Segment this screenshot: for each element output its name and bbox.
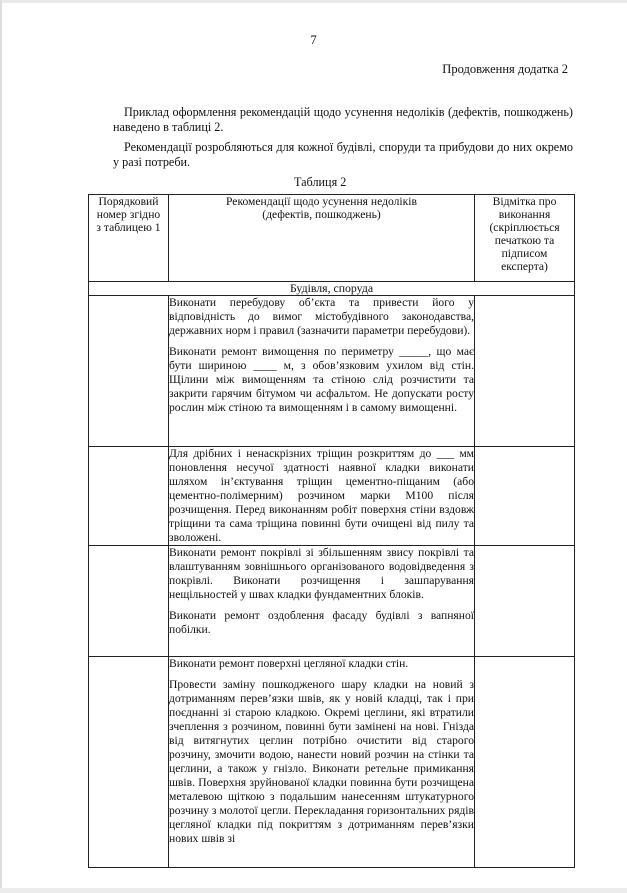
recommendation-paragraph: Виконати ремонт вимощення по периметру _____, що має бути шириною ____ м, з обов’язковим ухилом від стін. Щілини між вимощенням та стіною слід розчистити та закрити гарячим бітумом чи асфальтом. Не допускати росту рослин між стіною та вимощенням і в самому вимощенні. (169, 345, 474, 414)
recommendation-paragraph: Виконати ремонт покрівлі зі збільшенням звису покрівлі та влаштуванням зовнішнього організованого водовідведення з покрівлі. Виконати розчищення і зашпарування нещільностей у швах кладки фундаментних блоків. (169, 546, 474, 601)
recommendation-paragraph: Виконати перебудову об’єкта та привести його у відповідність до вимог містобудівного законодавства, державних норм і правил (зазначити параметри перебудови). (169, 296, 474, 337)
row-mark-cell (475, 546, 575, 657)
header-number (89, 195, 169, 282)
header-mark (475, 195, 575, 282)
recommendation-paragraph: Виконати ремонт поверхні цегляної кладки стін. (169, 657, 409, 670)
header-recommendations-text: Рекомендації щодо усунення недоліків (дефектів, пошкоджень) (226, 195, 417, 221)
page-number: 7 (310, 33, 317, 47)
continuation-label: Продовження додатка 2 (442, 62, 568, 76)
recommendation-paragraph: Провести заміну пошкодженого шару кладки на новий з дотриманням перев’язки швів, як у новій кладці, так і при поєднанні зі старою кладкою. Окремі цеглини, які втратили зчеплення з розчином, повинні бути замінені на нові. Гнізда від витягнутих цеглин потрібно очистити від старого розчину, змочити водою, нанести новий розчин на стінки та цеглини, а також у гнізло. Виконати ретельне примикання швів. Поверхня зруйнованої кладки повинна бути розчищена металевою щіткою з подальшим нанесенням штукатурного розчину з молотої цегли. Перекладання горизонтальних рядів цегляної кладки під покриттям з дотриманням перев’язки нових швів зі (169, 678, 474, 845)
table-section-row (89, 282, 575, 296)
header-number-text: Порядковий номер згідно з таблицею 1 (96, 195, 161, 234)
intro-paragraph-1: Приклад оформлення рекомендацій щодо усунення недоліків (дефектів, пошкоджень) наведено в таблиці 2. (113, 105, 573, 134)
header-mark-text: Відмітка про виконання (скріплюється печаткою та підписом експерта) (489, 195, 560, 273)
row-number-cell (89, 447, 169, 546)
section-title: Будівля, споруда (89, 282, 575, 296)
table-row (89, 546, 575, 657)
recommendations-table (88, 194, 575, 868)
row-mark-cell (475, 657, 575, 868)
row-recommendation-cell (169, 546, 475, 657)
row-number-cell (89, 546, 169, 657)
header-recommendations (169, 195, 475, 282)
table-caption: Таблиця 2 (294, 175, 347, 189)
recommendation-paragraph: Для дрібних і ненаскрізних тріщин розкриттям до ___ мм поновлення несучої здатності наявної кладки виконати шляхом ін’єктування тріщин цементно-піщаним (або цементно-полімерним) розчином марки М100 після розчищення. Перед виконанням робіт поверхня стіни вздовж тріщини та сама тріщина повинні бути очищені від пилу та зволожені. (169, 447, 474, 544)
row-number-cell (89, 296, 169, 447)
recommendation-paragraph: Виконати ремонт оздоблення фасаду будівлі з вапняної побілки. (169, 609, 474, 636)
table-row (89, 657, 575, 868)
intro-paragraph-2: Рекомендації розробляються для кожної будівлі, споруди та прибудови до них окремо у разі потреби. (113, 140, 573, 169)
scan-edge-left (0, 0, 2, 893)
scan-edge-top (0, 0, 627, 3)
table-header-row (89, 195, 575, 282)
row-recommendation-cell (169, 447, 475, 546)
row-number-cell (89, 657, 169, 868)
table-row (89, 447, 575, 546)
row-recommendation-cell (169, 657, 475, 868)
table-row (89, 296, 575, 447)
row-recommendation-cell (169, 296, 475, 447)
row-mark-cell (475, 447, 575, 546)
scan-edge-bottom (0, 888, 627, 893)
row-mark-cell (475, 296, 575, 447)
